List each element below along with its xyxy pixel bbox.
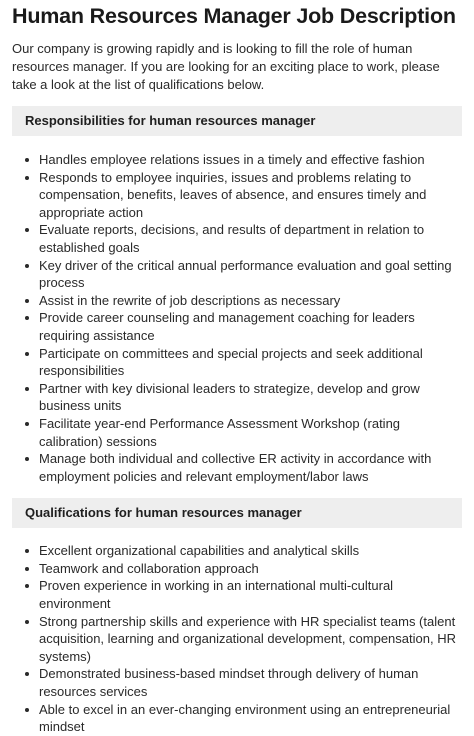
- bullet-icon: [25, 352, 29, 356]
- qualification-item-text: Able to excel in an ever-changing environment using an entrepreneurial mindset: [39, 701, 451, 735]
- responsibility-item: [39, 169, 462, 222]
- responsibility-item: [39, 292, 462, 310]
- qualification-item-text: Proven experience in working in an international multi-cultural environment: [39, 578, 394, 612]
- intro-paragraph: Our company is growing rapidly and is looking to fill the role of human resources manager. If you are looking for an exciting place to work, please take a look at the list of qualifications below.: [12, 41, 440, 92]
- qualification-item: [39, 560, 462, 578]
- qualification-item: [39, 577, 462, 612]
- responsibility-item-text: Key driver of the critical annual performance evaluation and goal setting process: [39, 257, 452, 291]
- responsibility-item: [39, 221, 462, 256]
- responsibility-item-text: Participate on committees and special projects and seek additional responsibilities: [39, 345, 423, 379]
- bullet-icon: [25, 176, 29, 180]
- qualification-item-text: Excellent organizational capabilities and analytical skills: [39, 543, 360, 559]
- responsibility-item-text: Manage both individual and collective ER activity in accordance with employment policies and relevant employment/labor laws: [39, 451, 432, 484]
- qualification-item-text: Strong partnership skills and experience with HR specialist teams (talent acquisition, learning and organizational development, compensation, HR systems): [39, 613, 456, 664]
- responsibility-item-text: Partner with key divisional leaders to strategize, develop and grow business units: [39, 380, 420, 414]
- responsibility-item: [39, 450, 462, 485]
- bullet-icon: [25, 316, 29, 320]
- bullet-icon: [25, 708, 29, 712]
- qualification-item-text: Demonstrated business-based mindset through delivery of human resources services: [39, 666, 419, 700]
- responsibility-item: [39, 415, 462, 450]
- responsibility-item: [39, 257, 462, 292]
- responsibility-item-text: Facilitate year-end Performance Assessment Workshop (rating calibration) sessions: [39, 415, 401, 449]
- bullet-icon: [25, 264, 29, 268]
- responsibilities-list: [12, 151, 462, 485]
- responsibility-item: [39, 345, 462, 380]
- bullet-icon: [25, 672, 29, 676]
- bullet-icon: [25, 387, 29, 391]
- qualification-item: [39, 701, 462, 736]
- bullet-icon: [25, 549, 29, 553]
- qualifications-heading: Qualifications for human resources manager: [12, 498, 462, 528]
- bullet-icon: [25, 228, 29, 232]
- bullet-icon: [25, 567, 29, 571]
- bullet-icon: [25, 158, 29, 162]
- responsibility-item-text: Handles employee relations issues in a timely and effective fashion: [39, 152, 425, 167]
- responsibility-item-text: Evaluate reports, decisions, and results of department in relation to established goals: [39, 222, 425, 255]
- qualification-item: [39, 613, 462, 666]
- bullet-icon: [25, 584, 29, 588]
- qualification-item: [39, 542, 462, 560]
- responsibility-item-text: Assist in the rewrite of job descriptions as necessary: [39, 292, 341, 308]
- qualification-item-text: Teamwork and collaboration approach: [39, 560, 259, 576]
- bullet-icon: [25, 422, 29, 426]
- responsibility-item: [39, 151, 462, 169]
- qualifications-list: [12, 542, 462, 736]
- page-title: Human Resources Manager Job Description: [12, 4, 456, 28]
- qualification-item: [39, 665, 462, 700]
- responsibilities-heading: Responsibilities for human resources manager: [12, 106, 462, 136]
- responsibility-item: [39, 380, 462, 415]
- responsibility-item-text: Responds to employee inquiries, issues and problems relating to compensation, benefits, leaves of absence, and ensures timely and appropriate action: [39, 169, 427, 220]
- bullet-icon: [25, 457, 29, 461]
- bullet-icon: [25, 299, 29, 303]
- bullet-icon: [25, 620, 29, 624]
- responsibility-item-text: Provide career counseling and management coaching for leaders requiring assistance: [39, 310, 415, 343]
- responsibility-item: [39, 309, 462, 344]
